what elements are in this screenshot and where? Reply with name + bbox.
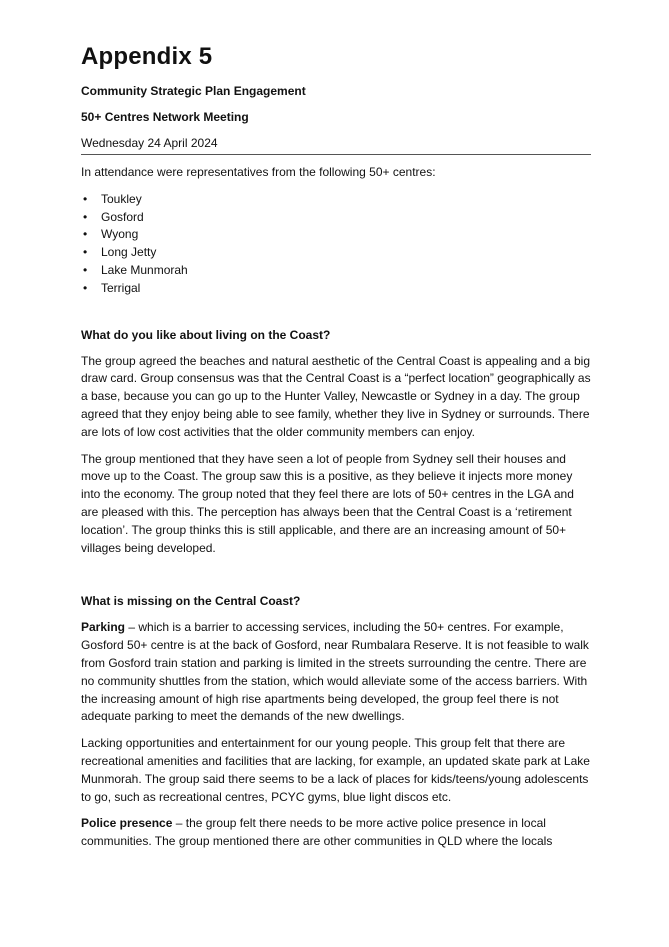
attendance-intro: In attendance were representatives from the following 50+ centres: bbox=[81, 165, 436, 179]
page-title: Appendix 5 bbox=[81, 43, 213, 70]
centre-name: Gosford bbox=[101, 209, 144, 224]
bullet-icon: • bbox=[83, 280, 88, 295]
centre-name: Wyong bbox=[101, 227, 139, 242]
document-page bbox=[81, 40, 591, 851]
centre-name: Toukley bbox=[101, 191, 142, 206]
list-item bbox=[81, 280, 591, 298]
bullet-icon: • bbox=[83, 262, 88, 277]
section-like-paragraph-1: The group agreed the beaches and natural aesthetic of the Central Coast is appealing and a big draw card. Group consensus was that the Central Coast is a “perfect location” geographically as a base, because you can go up to the Hunter Valley, Newcastle or Sydney in a day. The group agreed that they enjoy being able to see family, whether they live in Sydney or surrounds. There are lots of low cost activities that the older community members can enjoy. bbox=[81, 353, 591, 439]
centre-name: Terrigal bbox=[101, 280, 141, 295]
section-heading-like: What do you like about living on the Coast? bbox=[81, 327, 331, 342]
meeting-date: Wednesday 24 April 2024 bbox=[81, 135, 591, 155]
meeting-name: 50+ Centres Network Meeting bbox=[81, 110, 249, 124]
list-item bbox=[81, 226, 591, 244]
police-label: Police presence bbox=[81, 816, 173, 831]
centres-list bbox=[81, 191, 591, 298]
bullet-icon: • bbox=[83, 209, 88, 224]
document-subtitle: Community Strategic Plan Engagement bbox=[81, 84, 306, 98]
section-like-paragraph-2: The group mentioned that they have seen a lot of people from Sydney sell their houses and move up to the Coast. The group saw this is a positive, as they believe it injects more money into the economy. The group noted that they feel there are lots of 50+ centres in the LGA and are pleased with this. The perception has always been that the Central Coast is a ‘retirement location’. The group thinks this is still applicable, and there are an increasing amount of 50+ villages being developed. bbox=[81, 451, 574, 555]
parking-label: Parking bbox=[81, 620, 126, 635]
parking-paragraph bbox=[81, 619, 591, 726]
section-heading-missing: What is missing on the Central Coast? bbox=[81, 594, 301, 609]
police-paragraph bbox=[81, 815, 591, 851]
list-item bbox=[81, 262, 591, 280]
parking-text: – which is a barrier to accessing services, including the 50+ centres. For example, Gosford 50+ centre is at the back of Gosford, near Rumbalara Reserve. It is not feasible to walk from Gosford train station and parking is limited in the streets surrounding the centre. There are no community shuttles from the station, which would alleviate some of the access barriers. With the increasing amount of high rise apartments being developed, the group feel there is not adequate parking to meet the demands of the new dwellings. bbox=[81, 620, 589, 724]
bullet-icon: • bbox=[83, 245, 88, 260]
list-item bbox=[81, 244, 591, 262]
list-item bbox=[81, 191, 591, 209]
centre-name: Long Jetty bbox=[101, 245, 157, 260]
youth-paragraph: Lacking opportunities and entertainment for our young people. This group felt that there are recreational amenities and facilities that are lacking, for example, an updated skate park at Lake Munmorah. The group said there seems to be a lack of places for kids/teens/young adolescents to go, such as recreational centres, PCYC gyms, blue light discos etc. bbox=[81, 736, 590, 804]
list-item bbox=[81, 209, 591, 227]
bullet-icon: • bbox=[83, 191, 88, 206]
police-text: – the group felt there needs to be more active police presence in local communities. The group mentioned there are other communities in QLD where the locals bbox=[81, 816, 553, 849]
bullet-icon: • bbox=[83, 227, 88, 242]
centre-name: Lake Munmorah bbox=[101, 262, 188, 277]
